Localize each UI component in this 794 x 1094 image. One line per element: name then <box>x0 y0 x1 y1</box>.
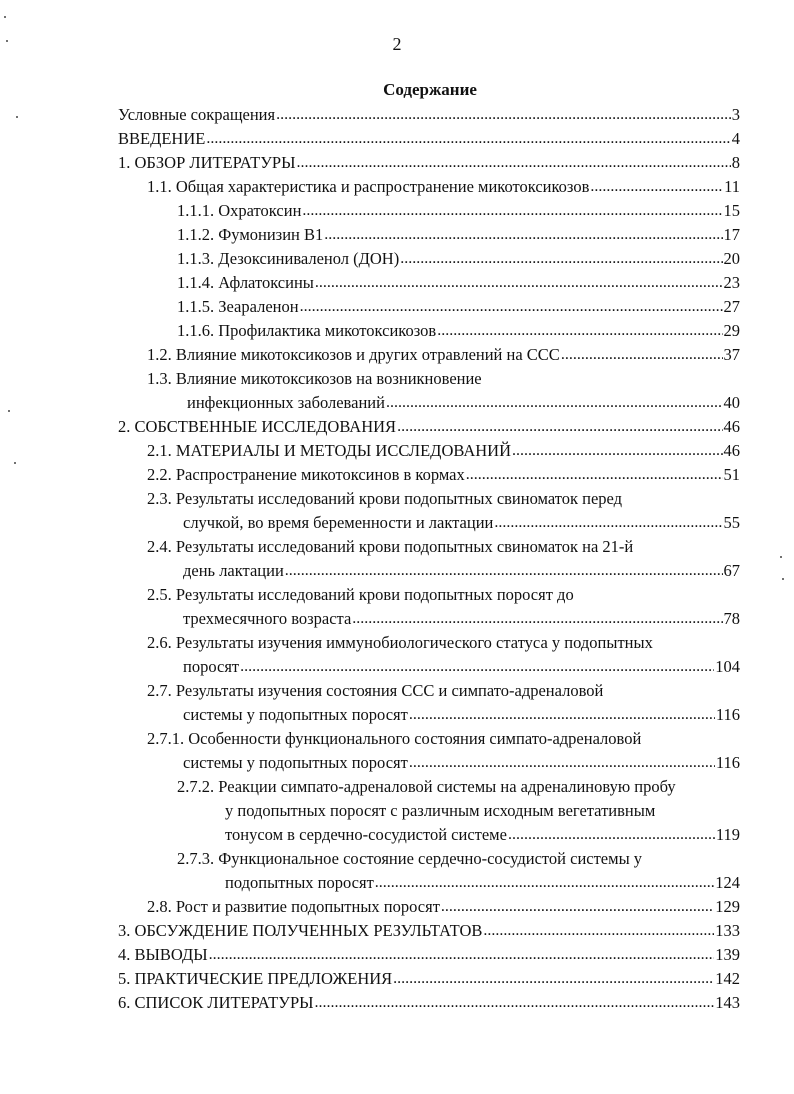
toc-entry-page: 8 <box>731 153 740 172</box>
toc-entry-page: 78 <box>723 609 740 628</box>
toc-leader-dots <box>561 343 723 366</box>
toc-entry-title: у подопытных поросят с различным исходным вегетативным <box>225 801 656 820</box>
toc-entry-title: системы у подопытных поросят <box>183 753 408 772</box>
toc-leader-dots <box>437 319 722 342</box>
toc-leader-dots <box>508 823 715 846</box>
toc-entry <box>183 704 740 726</box>
toc-entry-title: трехмесячного возраста <box>183 609 352 628</box>
toc-entry-page: 104 <box>715 657 740 676</box>
toc-entry <box>147 464 740 486</box>
toc-leader-dots <box>441 895 714 918</box>
page-title: Содержание <box>383 80 477 99</box>
toc-entry <box>177 320 740 342</box>
toc-entry-title: 2.7.1. Особенности функционального состояния симпато-адреналовой <box>147 729 642 748</box>
page-number: 2 <box>392 34 402 54</box>
toc-entry-title: подопытных поросят <box>225 873 374 892</box>
toc-leader-dots <box>400 247 722 270</box>
toc-leader-dots <box>315 991 715 1014</box>
toc-entry <box>147 344 740 366</box>
toc-entry <box>177 248 740 270</box>
toc-entry-page: 27 <box>723 297 740 316</box>
toc-entry <box>118 104 740 126</box>
toc-entry-page: 20 <box>723 249 740 268</box>
toc-entry <box>118 152 740 174</box>
toc-entry-page: 46 <box>723 441 740 460</box>
toc-entry-page: 133 <box>715 921 740 940</box>
toc-entry-title: 1.2. Влияние микотоксикозов и других отравлений на ССС <box>147 345 560 364</box>
toc-entry-title: 1.3. Влияние микотоксикозов на возникновение <box>147 369 482 388</box>
toc-entry <box>183 512 740 534</box>
toc-leader-dots <box>590 175 723 198</box>
toc-leader-dots <box>324 223 722 246</box>
toc-entry <box>187 392 740 414</box>
toc-leader-dots <box>285 559 723 582</box>
toc-entry-title: 2.5. Результаты исследований крови подопытных поросят до <box>147 585 574 604</box>
toc-entry <box>225 800 655 822</box>
toc-entry <box>147 680 603 702</box>
toc-entry <box>147 440 740 462</box>
toc-leader-dots <box>302 199 722 222</box>
toc-leader-dots <box>240 655 714 678</box>
toc-leader-dots <box>315 271 723 294</box>
toc-entry-page: 3 <box>731 105 740 124</box>
toc-entry <box>183 656 740 678</box>
toc-entry-page: 17 <box>723 225 740 244</box>
toc-entry <box>147 488 622 510</box>
toc-entry <box>147 896 740 918</box>
toc-entry-page: 29 <box>723 321 740 340</box>
toc-entry <box>177 848 642 870</box>
toc-leader-dots <box>300 295 723 318</box>
toc-entry-title: день лактации <box>183 561 284 580</box>
toc-entry-title: 1.1.6. Профилактика микотоксикозов <box>177 321 437 340</box>
toc-entry-title: 6. СПИСОК ЛИТЕРАТУРЫ <box>118 993 314 1012</box>
toc-entry-page: 119 <box>715 825 740 844</box>
toc-leader-dots <box>297 151 731 174</box>
toc-leader-dots <box>206 127 730 150</box>
toc-entry-title: 5. ПРАКТИЧЕСКИЕ ПРЕДЛОЖЕНИЯ <box>118 969 393 988</box>
toc-entry-page: 129 <box>715 897 740 916</box>
toc-entry-title: 1.1.2. Фумонизин В1 <box>177 225 324 244</box>
toc-entry <box>183 752 740 774</box>
toc-entry <box>118 992 740 1014</box>
toc-entry-title: 3. ОБСУЖДЕНИЕ ПОЛУЧЕННЫХ РЕЗУЛЬТАТОВ <box>118 921 483 940</box>
toc-entry-page: 46 <box>723 417 740 436</box>
toc-entry-page: 124 <box>715 873 740 892</box>
toc-entry-page: 15 <box>723 201 740 220</box>
toc-entry-title: 2.2. Распространение микотоксинов в кормах <box>147 465 465 484</box>
toc-entry-title: системы у подопытных поросят <box>183 705 408 724</box>
toc-leader-dots <box>393 967 714 990</box>
toc-entry-title: 2.1. МАТЕРИАЛЫ И МЕТОДЫ ИССЛЕДОВАНИЙ <box>147 441 511 460</box>
toc-leader-dots <box>512 439 723 462</box>
toc-leader-dots <box>409 751 715 774</box>
toc-entry <box>118 416 740 438</box>
toc-entry-page: 37 <box>723 345 740 364</box>
toc-entry <box>177 296 740 318</box>
toc-leader-dots <box>386 391 723 414</box>
toc-entry <box>183 608 740 630</box>
toc-entry <box>177 776 676 798</box>
toc-entry-page: 23 <box>723 273 740 292</box>
toc-leader-dots <box>466 463 723 486</box>
toc-entry <box>147 536 633 558</box>
toc-entry-title: 2.3. Результаты исследований крови подопытных свиноматок перед <box>147 489 623 508</box>
toc-entry-page: 55 <box>723 513 740 532</box>
toc-entry <box>147 584 574 606</box>
toc-entry-title: ВВЕДЕНИЕ <box>118 129 206 148</box>
toc-entry <box>147 176 740 198</box>
toc-entry <box>118 968 740 990</box>
toc-entry-title: 1.1.5. Зеараленон <box>177 297 299 316</box>
toc-entry-title: тонусом в сердечно-сосудистой системе <box>225 825 507 844</box>
toc-entry-title: 2.7.3. Функциональное состояние сердечно-сосудистой системы у <box>177 849 643 868</box>
toc-entry-title: поросят <box>183 657 240 676</box>
toc-entry <box>147 728 641 750</box>
toc-entry-page: 116 <box>715 705 740 724</box>
toc-entry-title: 2. СОБСТВЕННЫЕ ИССЛЕДОВАНИЯ <box>118 417 397 436</box>
toc-entry-title: 2.8. Рост и развитие подопытных поросят <box>147 897 440 916</box>
toc-leader-dots <box>397 415 722 438</box>
toc-entry-page: 116 <box>715 753 740 772</box>
toc-entry <box>183 560 740 582</box>
toc-entry-page: 4 <box>731 129 740 148</box>
toc-entry <box>225 824 740 846</box>
toc-entry-page: 51 <box>723 465 740 484</box>
toc-entry <box>147 368 482 390</box>
toc-entry <box>177 200 740 222</box>
toc-entry <box>177 224 740 246</box>
toc-entry <box>118 920 740 942</box>
toc-entry-title: 2.4. Результаты исследований крови подопытных свиноматок на 21-й <box>147 537 634 556</box>
toc-entry-title: 1. ОБЗОР ЛИТЕРАТУРЫ <box>118 153 296 172</box>
toc-leader-dots <box>483 919 714 942</box>
toc-entry <box>147 632 653 654</box>
toc-entry-page: 67 <box>723 561 740 580</box>
toc-entry-title: 2.6. Результаты изучения иммунобиологического статуса у подопытных <box>147 633 653 652</box>
toc-entry-title: 1.1.1. Охратоксин <box>177 201 302 220</box>
toc-entry-title: 2.7.2. Реакции симпато-адреналовой системы на адреналиновую пробу <box>177 777 676 796</box>
toc-entry <box>118 944 740 966</box>
toc-entry-page: 40 <box>723 393 740 412</box>
toc-entry-page: 143 <box>715 993 740 1012</box>
toc-entry-title: случкой, во время беременности и лактации <box>183 513 494 532</box>
toc-leader-dots <box>276 103 731 126</box>
toc-entry-title: 2.7. Результаты изучения состояния ССС и симпато-адреналовой <box>147 681 604 700</box>
toc-leader-dots <box>209 943 715 966</box>
toc-entry-title: 1.1. Общая характеристика и распространение микотоксикозов <box>147 177 590 196</box>
toc-entry-page: 142 <box>715 969 740 988</box>
toc-leader-dots <box>375 871 714 894</box>
toc-leader-dots <box>409 703 715 726</box>
toc-entry-title: 1.1.3. Дезоксиниваленол (ДОН) <box>177 249 400 268</box>
toc-entry <box>118 128 740 150</box>
toc-leader-dots <box>494 511 722 534</box>
toc-entry-title: 4. ВЫВОДЫ <box>118 945 208 964</box>
toc-leader-dots <box>352 607 722 630</box>
toc-entry-page: 11 <box>724 177 740 196</box>
toc-entry-title: 1.1.4. Афлатоксины <box>177 273 314 292</box>
toc-entry <box>225 872 740 894</box>
toc-entry-title: Условные сокращения <box>118 105 276 124</box>
toc-entry-title: инфекционных заболеваний <box>187 393 385 412</box>
toc-entry-page: 139 <box>715 945 740 964</box>
toc-entry <box>177 272 740 294</box>
